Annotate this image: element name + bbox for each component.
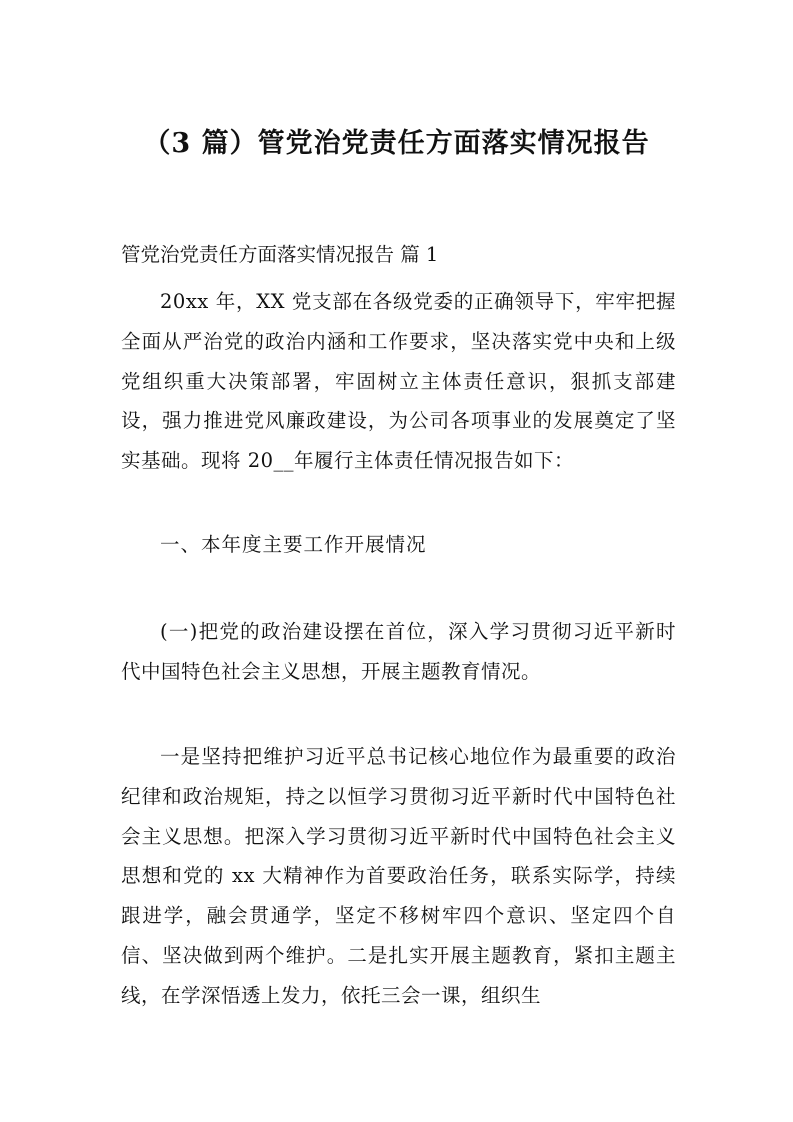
paragraph-body: 一是坚持把维护习近平总书记核心地位作为最重要的政治纪律和政治规矩，持之以恒学习贯彻习近平新时代中国特色社会主义思想。把深入学习贯彻习近平新时代中国特色社会主义思想和党的 xx 大精神作为首要政治任务，联系实际学，持续跟进学，融会贯通学，坚定不移树牢四个意识、坚定四个自信、坚决做到两个维护。二是扎实开展主题教育，紧扣主题主线，在学深悟透上发力，依托三会一课，组织生	[121, 745, 676, 1007]
document-title: （3 篇）管党治党责任方面落实情况报告	[143, 128, 650, 159]
document-subtitle: 管党治党责任方面落实情况报告 篇 1	[121, 243, 439, 266]
paragraph-intro: 20xx 年，XX 党支部在各级党委的正确领导下，牢牢把握全面从严治党的政治内涵和工作要求，坚决落实党中央和上级党组织重大决策部署，牢固树立主体责任意识，狠抓支部建设，强力推进党风廉政建设，为公司各项事业的发展奠定了坚实基础。现将 20__年履行主体责任情况报告如下：	[121, 290, 676, 473]
section-heading: 一、本年度主要工作开展情况	[160, 533, 427, 556]
paragraph-subsection: (一)把党的政治建设摆在首位，深入学习贯彻习近平新时代中国特色社会主义思想，开展主题教育情况。	[121, 620, 676, 683]
